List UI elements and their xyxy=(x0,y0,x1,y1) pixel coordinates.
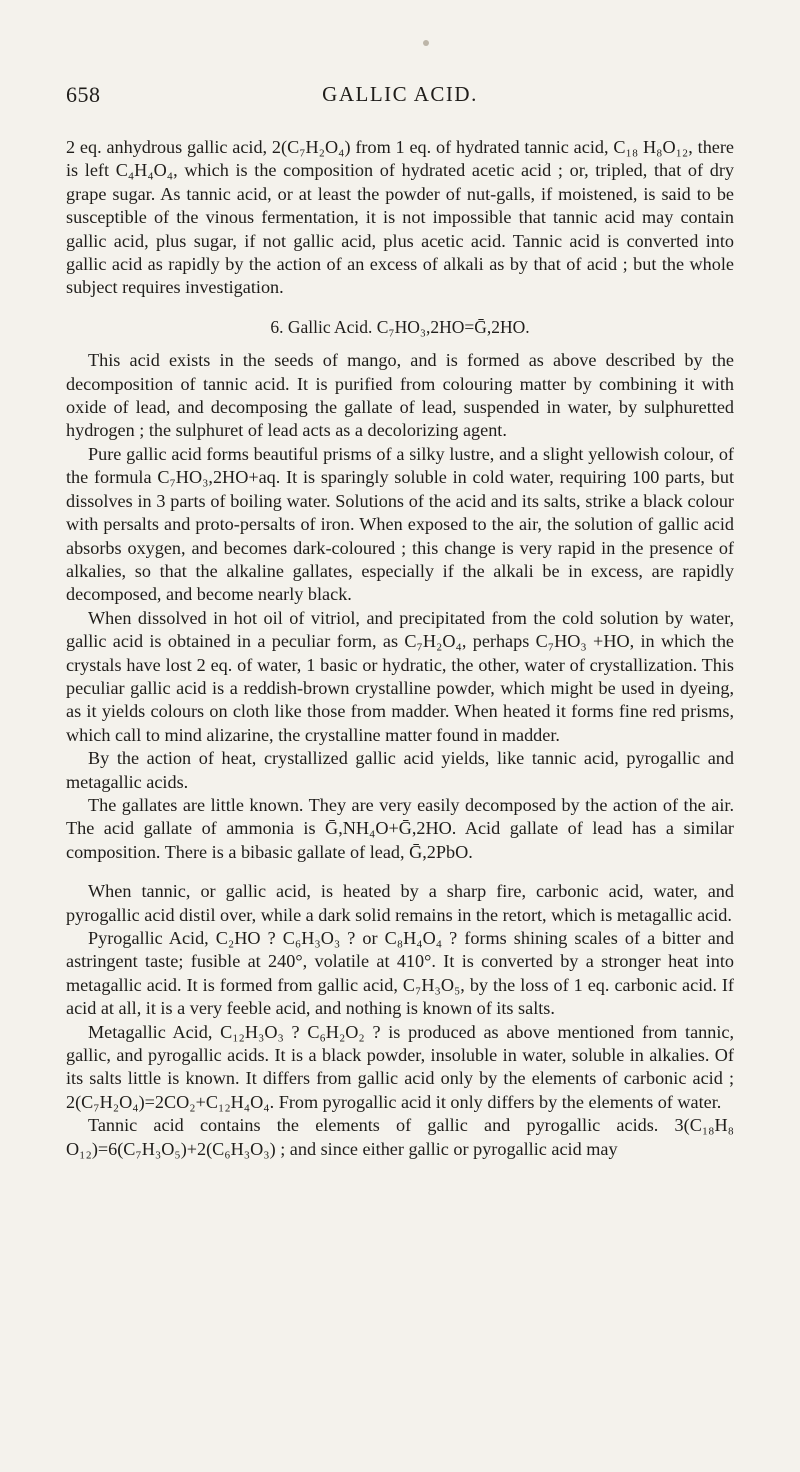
paragraph-pyrogallic: Pyrogallic Acid, C₂HO ? C₆H₃O₃ ? or C₈H₄O₄ ? forms shining scales of a bitter and astringent taste; fusible at 240°, volatile at 410°. It is converted by a stronger heat into metagallic acid. It is formed from gallic acid, C₇H₃O₅, by the loss of 1 eq. carbonic acid. If acid at all, it is a very feeble acid, and nothing is known of its salts. xyxy=(66,928,734,1019)
paragraph-heat: By the action of heat, crystallized gallic acid yields, like tannic acid, pyrogallic and metagallic acids. xyxy=(66,748,734,792)
page-header xyxy=(66,82,734,112)
page-body xyxy=(66,136,734,1161)
paragraph-pure-gallic: Pure gallic acid forms beautiful prisms of a silky lustre, and a slight yellowish colour, of the formula C₇HO₃,2HO+aq. It is sparingly soluble in cold water, requiring 100 parts, but dissolves in 3 parts of boiling water. Solutions of the acid and its salts, strike a black colour with persalts and proto-persalts of iron. When exposed to the air, the solution of gallic acid absorbs oxygen, and becomes dark-coloured ; this change is very rapid in the presence of alkalies, so that the alkaline gallates, especially if the alkali be in excess, are rapidly decomposed, and become nearly black. xyxy=(66,443,734,605)
paragraph-mango: This acid exists in the seeds of mango, and is formed as above described by the decomposition of tannic acid. It is purified from colouring matter by combining it with oxide of lead, and decomposing the gallate of lead, suspended in water, by sulphuretted hydrogen ; the sulphuret of lead acts as a decolorizing agent. xyxy=(66,350,734,441)
page-number: 658 xyxy=(66,82,101,107)
paragraph-vitriol: When dissolved in hot oil of vitriol, and precipitated from the cold solution by water, gallic acid is obtained in a peculiar form, as C₇H₂O₄, perhaps C₇HO₃ +HO, in which the crystals have lost 2 eq. of water, 1 basic or hydratic, the other, water of crystallization. This peculiar gallic acid is a reddish-brown crystalline powder, which might be used in dyeing, as it yields colours on cloth like those from madder. When heated it forms fine red prisms, which call to mind alizarine, the crystalline matter found in madder. xyxy=(66,607,734,745)
paragraph-sharp-fire: When tannic, or gallic acid, is heated by a sharp fire, carbonic acid, water, and pyrogallic acid distil over, while a dark solid remains in the retort, which is metagallic acid. xyxy=(66,881,734,925)
section-heading: 6. Gallic Acid. C₇HO₃,2HO=Ḡ,2HO. xyxy=(270,316,530,337)
paragraph-anhydrous-gallic: 2 eq. anhydrous gallic acid, 2(C₇H₂O₄) from 1 eq. of hydrated tannic acid, C₁₈ H₈O₁₂, there is left C₄H₄O₄, which is the composition of hydrated acetic acid ; or, tripled, that of dry grape sugar. As tannic acid, or at least the powder of nut-galls, if moistened, is said to be susceptible of the vinous fermentation, it is not impossible that tannic acid may contain gallic acid, plus sugar, if not gallic acid, plus acetic acid. Tannic acid is converted into gallic acid as rapidly by the action of an excess of alkali as by that of acid ; but the whole subject requires investigation. xyxy=(66,137,734,298)
page-blemish xyxy=(423,40,429,46)
running-title: GALLIC ACID. xyxy=(322,82,478,106)
paragraph-metagallic: Metagallic Acid, C₁₂H₃O₃ ? C₆H₂O₂ ? is produced as above mentioned from tannic, gallic, and pyrogallic acids. It is a black powder, insoluble in water, soluble in alkalies. Of its salts little is known. It differs from gallic acid only by the elements of carbonic acid ; 2(C₇H₂O₄)=2CO₂+C₁₂H₄O₄. From pyrogallic acid it only differs by the elements of water. xyxy=(66,1021,734,1112)
paragraph-gallates: The gallates are little known. They are very easily decomposed by the action of the air. The acid gallate of ammonia is Ḡ,NH₄O+Ḡ,2HO. Acid gallate of lead has a similar composition. There is a bibasic gallate of lead, Ḡ,2PbO. xyxy=(66,794,734,862)
spacer xyxy=(66,864,734,880)
paragraph-tannic-elements: Tannic acid contains the elements of gallic and pyrogallic acids. 3(C₁₈H₈ O₁₂)=6(C₇H₃O₅)+2(C₆H₃O₃) ; and since either gallic or pyrogallic acid may xyxy=(66,1115,734,1159)
